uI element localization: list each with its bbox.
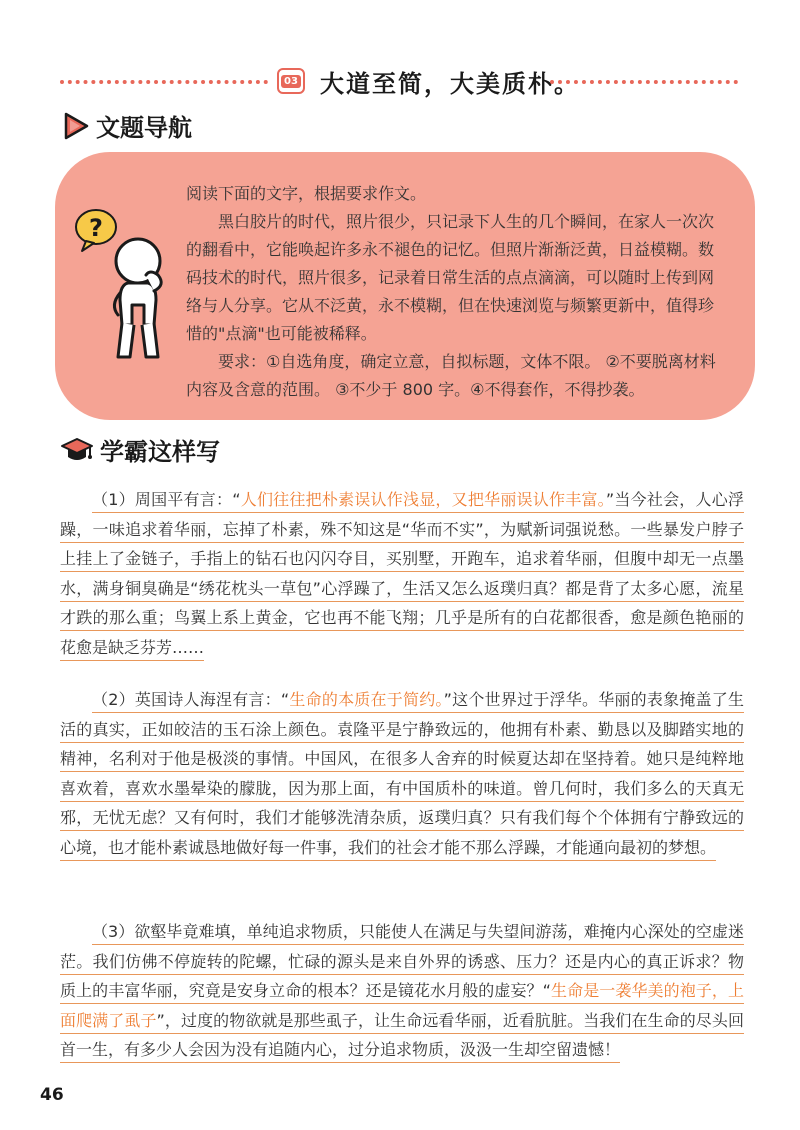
essay-paragraph-2 [60,685,744,862]
p3-lead: （3）欲壑毕竟难填，单纯追求物质，只能使人在满足与失望间游荡，难掩内心深处的空虚迷茫。我们仿佛不停旋转的陀螺，忙碌的源头是来自外界的诱惑、压力？还是内心的真正诉求？物质上的丰富华丽，究竟是安身立命的根本？还是镜花水月般的虚妄？“ [60,922,744,1000]
p3-body: ”，过度的物欲就是那些虱子，让生命远看华丽，近看肮脏。当我们在生命的尽头回首一生，有多少人会因为没有追随内心，过分追求物质，汲汲一生却空留遗憾！ [60,1010,744,1059]
essay-paragraph-1 [60,485,744,662]
play-icon [60,111,90,141]
p1-lead: （1）周国平有言：“ [92,490,241,509]
chapter-number: 03 [281,75,301,88]
prompt-material: 黑白胶片的时代，照片很少，只记录下人生的几个瞬间，在家人一次次的翻看中，它能唤起许多永不褪色的记忆。但照片渐渐泛黄，日益模糊。数码技术的时代，照片很多，记录着日常生活的点点滴滴，可以随时上传到网络与人分享。它从不泛黄，永不模糊，但在快速浏览与频繁更新中，值得珍惜的"点滴"也可能被稀释。 [186,212,715,343]
essay-paragraph-3 [60,917,744,1065]
nav-section-title: 文题导航 [96,113,192,142]
xueba-section-heading [60,432,220,467]
graduation-cap-icon [60,435,94,465]
p1-body: ”当今社会，人心浮躁，一味追求着华丽，忘掉了朴素，殊不知这是“华而不实”，为赋新词强说愁。一些暴发户脖子上挂上了金链子，手指上的钻石也闪闪夺目，买别墅，开跑车，追求着华丽，但腹中却无一点墨水，满身铜臭确是“绣花枕头一草包”心浮躁了，生活又怎么返璞归真？都是背了太多心愿，流星才跌的那么重；鸟翼上系上黄金，它也再不能飞翔；几乎是所有的白花都很香，愈是颜色艳丽的花愈是缺乏芬芳…… [60,490,744,657]
svg-text:?: ? [89,214,103,242]
page-number: 46 [40,1085,64,1105]
chapter-title: 大道至简，大美质朴。 [320,69,580,98]
p1-quote: 人们往往把朴素误认作浅显，又把华丽误认作丰富。 [240,490,606,509]
header-dotted-line-right [550,80,738,84]
xueba-section-title: 学霸这样写 [100,437,220,466]
chapter-badge [277,68,305,94]
p2-body: ”这个世界过于浮华。华丽的表象掩盖了生活的真实，正如皎洁的玉石涂上颜色。袁隆平是宁静致远的，他拥有朴素、勤恳以及脚踏实地的精神，名利对于他是极淡的事情。中国风，在很多人舍弃的时候夏达却在坚持着。她只是纯粹地喜欢着，喜欢水墨晕染的朦胧，因为那上面，有中国质朴的味道。曾几何时，我们多么的天真无邪，无忧无虑？又有何时，我们才能够洗清杂质，返璞归真？只有我们每个个体拥有宁静致远的心境，也才能朴素诚恳地做好每一件事，我们的社会才能不那么浮躁，才能通向最初的梦想。 [60,690,744,857]
thinking-figure-icon [70,205,180,365]
prompt-requirements: 要求：①自选角度，确定立意，自拟标题，文体不限。 ②不要脱离材料内容及含意的范围。 ③不少于 800 字。④不得套作，不得抄袭。 [186,352,716,399]
p3-quote: 生命是一袭华美的袍子，上面爬满了虱子 [60,981,744,1030]
prompt-text [186,180,718,404]
p2-lead: （2）英国诗人海涅有言：“ [92,690,290,709]
prompt-intro: 阅读下面的文字，根据要求作文。 [186,184,427,203]
p2-quote: 生命的本质在于简约。 [289,690,444,709]
header-dotted-line-left [60,80,268,84]
nav-section-heading [60,108,192,143]
